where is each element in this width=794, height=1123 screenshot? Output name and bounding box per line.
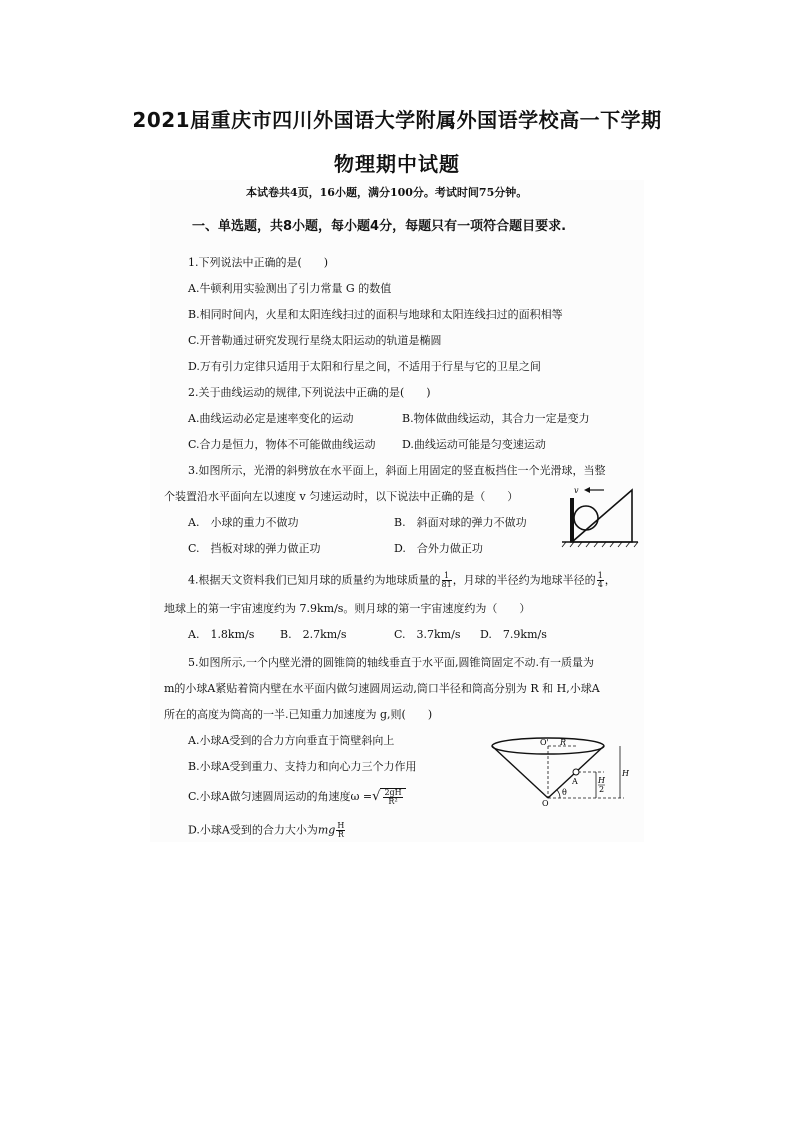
q4-frac1-num: 1 (442, 572, 452, 581)
exam-info: 本试卷共4页，16小题，满分100分。考试时间75分钟。 (246, 186, 528, 199)
q1-option-b: B.相同时间内，火星和太阳连线扫过的面积与地球和太阳连线扫过的面积相等 (188, 308, 563, 321)
sqrt-sign: √ (372, 789, 381, 804)
cone-top-center-label: O' (540, 738, 549, 747)
q4-option-b: B. 2.7km/s (280, 628, 347, 641)
q2-option-c: C.合力是恒力，物体不可能做曲线运动 (188, 438, 376, 451)
q5-option-d-fraction (336, 822, 345, 839)
half-height-num: H (598, 776, 605, 785)
q2-option-a: A.曲线运动必定是速率变化的运动 (188, 412, 354, 425)
q4-option-d: D. 7.9km/s (480, 628, 547, 641)
q1-option-d: D.万有引力定律只适用于太阳和行星之间，不适用于行星与它的卫星之间 (188, 360, 541, 373)
cone-apex-label: O (542, 799, 549, 808)
q5-d-frac-num: H (337, 821, 345, 830)
q4-frac2-den: 4 (597, 580, 603, 589)
q3-stem-line1: 3.如图所示，光滑的斜劈放在水平面上，斜面上用固定的竖直板挡住一个光滑球，当整 (188, 464, 606, 477)
q5-stem-line2: m的小球A紧贴着筒内壁在水平面内做匀速圆周运动,筒口半径和筒高分别为 R 和 H,小球A (164, 682, 600, 695)
q4-stem-line1 (188, 572, 616, 589)
q2-option-b: B.物体做曲线运动，其合力一定是变力 (402, 412, 590, 425)
q5-stem-line1: 5.如图所示,一个内壁光滑的圆锥筒的轴线垂直于水平面,圆锥筒固定不动.有一质量为 (188, 656, 594, 669)
q5-option-d-text: D.小球A受到的合力大小为 (188, 823, 318, 837)
q4-stem-text-a: 4.根据天文资料我们已知月球的质量约为地球质量的 (188, 573, 441, 587)
q4-frac1-den: 81 (441, 580, 452, 589)
section-heading: 一、单选题，共8小题，每小题4分，每题只有一项符合题目要求. (192, 219, 567, 234)
q3-option-c: C. 挡板对球的弹力做正功 (188, 542, 321, 555)
q3-option-d: D. 合外力做正功 (394, 542, 483, 555)
q5-d-frac-den: R (337, 830, 344, 839)
q5-option-b: B.小球A受到重力、支持力和向心力三个力作用 (188, 760, 417, 773)
q1-option-c: C.开普勒通过研究发现行星绕太阳运动的轨道是椭圆 (188, 334, 442, 347)
height-h-label: H (622, 769, 629, 778)
q2-option-d: D.曲线运动可能是匀变速运动 (402, 438, 546, 451)
q4-frac2-num: 1 (597, 571, 603, 580)
q1-stem: 1.下列说法中正确的是( ) (188, 256, 329, 269)
q5-option-c-text: C.小球A做匀速圆周运动的角速度ω = (188, 790, 373, 803)
q5-option-d-expr: mg (317, 823, 336, 837)
angle-theta-label: θ (562, 788, 567, 797)
q1-option-a: A.牛顿利用实验测出了引力常量 G 的数值 (188, 282, 392, 295)
q4-option-a: A. 1.8km/s (188, 628, 255, 641)
q4-stem-line2: 地球上的第一宇宙速度约为 7.9km/s。则月球的第一宇宙速度约为（ ） (164, 602, 531, 615)
q3-velocity-label: v (574, 486, 579, 495)
q3-option-a: A. 小球的重力不做功 (188, 516, 299, 529)
q3-option-b: B. 斜面对球的弹力不做功 (394, 516, 527, 529)
q4-stem-text-b: ，月球的半径约为地球半径的 (452, 573, 596, 587)
q5-radicand-fraction (383, 789, 402, 806)
q5-stem-line3: 所在的高度为筒高的一半.已知重力加速度为 g,则( ) (164, 708, 433, 721)
q2-stem: 2.关于曲线运动的规律,下列说法中正确的是( ) (188, 386, 431, 399)
q5-cone-figure (490, 736, 628, 808)
exam-title-line1: 2021届重庆市四川外国语大学附属外国语学校高一下学期 (132, 108, 662, 132)
q4-fraction-mass (442, 572, 452, 589)
q5-rad-num: 2gH (384, 788, 402, 797)
ball-a-label: A (572, 777, 578, 786)
cone-radius-label: R (560, 738, 567, 747)
exam-title-line2: 物理期中试题 (334, 152, 460, 176)
q5-radicand (380, 788, 405, 806)
q5-option-d (188, 822, 346, 839)
q3-stem-line2: 个装置沿水平面向左以速度 v 匀速运动时，以下说法中正确的是（ ） (164, 490, 519, 503)
q3-wedge-figure (560, 476, 640, 548)
q4-option-c: C. 3.7km/s (394, 628, 461, 641)
q4-stem-text-c: ， (604, 573, 616, 587)
scanned-page (150, 180, 644, 842)
half-height-den: 2 (599, 785, 605, 794)
q5-rad-den: R² (388, 797, 398, 806)
q5-option-c (188, 788, 406, 806)
q5-option-a: A.小球A受到的合力方向垂直于筒壁斜向上 (188, 734, 395, 747)
q4-fraction-radius (597, 572, 604, 589)
